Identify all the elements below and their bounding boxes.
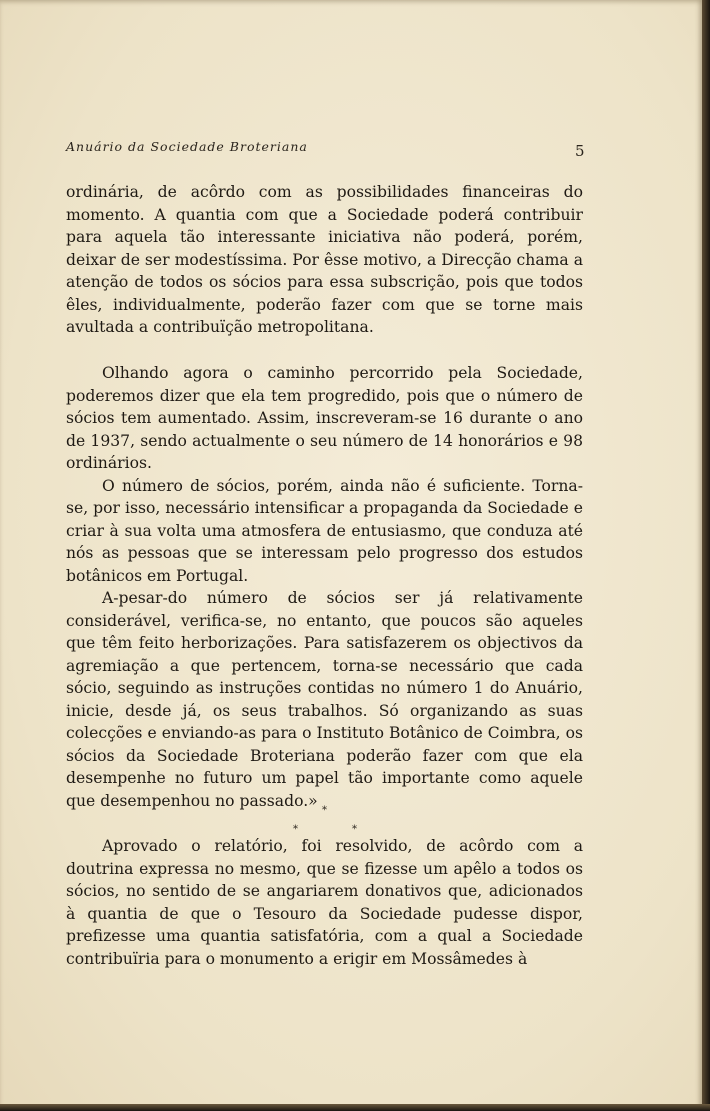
paragraph-membership-growth: Olhando agora o caminho percorrido pela Sociedade, poderemos dizer que ela tem progredido, pois que o número de sócios tem aumentado. Assim, inscreveram-se 16 durante o ano de 1937, sendo actualmente o seu número de 14 honorários e 98 ordinários.	[66, 364, 583, 472]
paragraph-herborizations: A-pesar-do número de sócios ser já relativamente considerável, verifica-se, no entanto, que poucos são aqueles que têm feito herborizações. Para satisfazerem os objectivos da agremiação a que pertencem, torna-se necessário que cada sócio, seguindo as instruções contidas no número 1 do Anuário, inicie, desde já, os seus trabalhos. Só organizando as suas colecções e enviando-as para o Instituto Botânico de Coimbra, os sócios da Sociedade Broteriana poderão fazer com que ela desempenhe no futuro um papel tão importante como aquele que desempenhou no passado.»	[66, 589, 583, 810]
page-number: 5	[575, 142, 585, 160]
page-edge-shadow	[0, 1104, 710, 1111]
asterism-star: *	[352, 824, 357, 835]
running-title: Anuário da Sociedade Broteriana	[66, 139, 308, 154]
asterism-star: *	[322, 805, 327, 816]
paragraph-approval: Aprovado o relatório, foi resolvido, de acôrdo com a doutrina expressa no mesmo, que se fizesse um apêlo a todos os sócios, no sentido de se angariarem donativos que, adicionados à quantia de que o Tesouro da Sociedade pudesse dispor, prefizesse uma quantia satisfatória, com a qual a Sociedade contribuïria para o monumento a erigir em Mossâmedes à	[66, 837, 583, 968]
asterism-star: *	[293, 824, 298, 835]
text-block-report	[66, 362, 583, 812]
text-block-continuation	[66, 181, 583, 339]
text-block-approval	[66, 835, 583, 970]
paragraph-continuation: ordinária, de acôrdo com as possibilidades financeiras do momento. A quantia com que a Sociedade poderá contribuir para aquela tão interessante iniciativa não poderá, porém, deixar de ser modestíssima. Por êsse motivo, a Direcção chama a atenção de todos os sócios para essa subscrição, pois que todos êles, individualmente, poderão fazer com que se torne mais avultada a contribuïção metropolitana.	[66, 183, 583, 336]
paragraph-propaganda: O número de sócios, porém, ainda não é suficiente. Torna-se, por isso, necessário intensificar a propaganda da Sociedade e criar à sua volta uma atmosfera de entusiasmo, que conduza até nós as pessoas que se interessam pelo progresso dos estudos botânicos em Portugal.	[66, 476, 583, 585]
page-edge-shadow	[702, 0, 710, 1111]
